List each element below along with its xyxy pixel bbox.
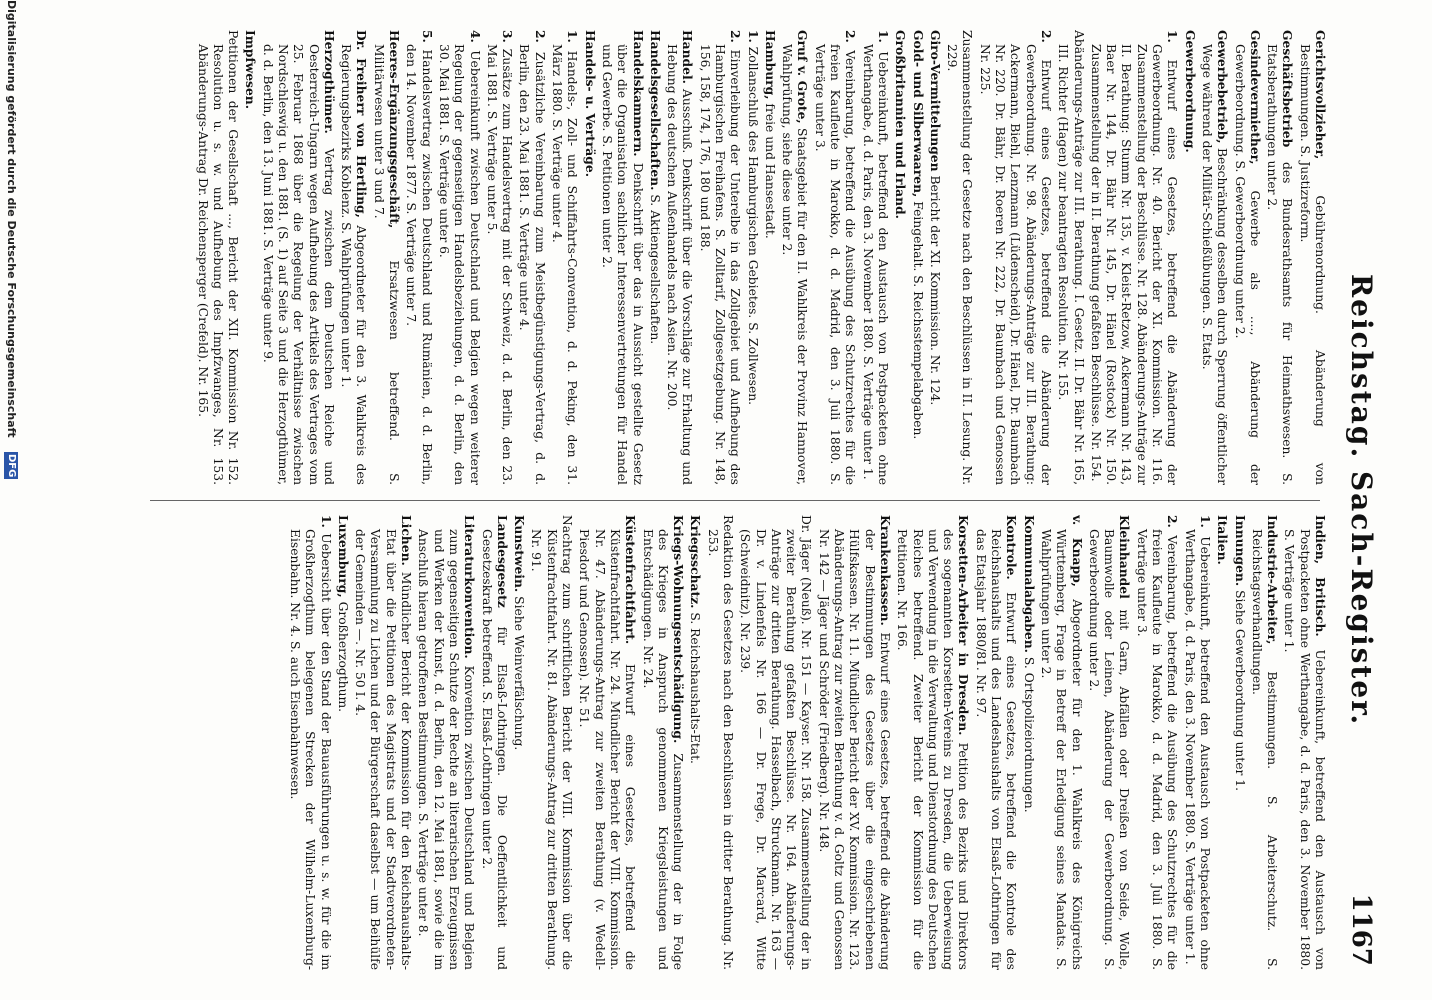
register-entry bbox=[1181, 30, 1197, 485]
register-entry bbox=[549, 30, 581, 485]
entry-text: Petitionen der Gesellschaft ..., Bericht der XII. Kommission Nr. 152. Resolution u. s. w. und Aufhebung des Impfzwanges, Nr. 153. Abänderungs-Antrag Dr. Reichensperger (Crefeld). Nr. 165. bbox=[195, 30, 241, 485]
register-entry bbox=[259, 30, 336, 485]
page-number: 1167 bbox=[1346, 893, 1376, 966]
entry-text: S. Reichshaushalts-Etat. bbox=[688, 612, 703, 764]
entry-text: freie und Hansestadt. bbox=[762, 103, 777, 239]
register-entry bbox=[1088, 30, 1181, 485]
entry-heading: Hamburg, bbox=[762, 30, 778, 100]
register-entry bbox=[1296, 30, 1328, 485]
register-entry bbox=[1231, 515, 1247, 970]
entry-text: Zusätze zum Handelsvertrag mit der Schweiz, d. d. Berlin, den 23. Mai 1881. S. Verträge unter 5. bbox=[484, 44, 515, 485]
entry-text: Bericht der XI. Kommission. Nr. 124. bbox=[927, 175, 942, 406]
entry-text: Vertrag zwischen dem Deutschen Reiche und Oesterreich-Ungarn wegen Aufhebung des Artikels des Vertrages vom 25. Februar 1868 über die Regelung der Verhältnisse zwischen Nordschleswig u. den 1881. (S. 1) auf Seite 3 und die Herzogthümer, d. d. Berlin, den 13. Juni 1881. S. Verträge unter 9. bbox=[260, 44, 336, 485]
entry-heading: Giro-Vermittelungen bbox=[927, 30, 943, 172]
register-entry bbox=[484, 30, 516, 485]
register-entry bbox=[696, 30, 743, 485]
entry-text: Abgeordneter für den 1. Wahlkreis des Königreichs Württemberg, Frage in Betreff der Erledigung seines Mandats. S. Wahlprüfungen unter 2. bbox=[1038, 529, 1084, 970]
register-entry bbox=[335, 515, 351, 970]
entry-text: Entwurf eines Gesetzes, betreffend die Kontrole des Reichshaushalts und des Landeshaushalts von Elsaß-Lothringen für das Etatsjahr 1880/81. Nr. 97. bbox=[973, 529, 1019, 970]
entry-text: Uebereinkunft, betreffend den Austausch von Postpacketen ohne Werthangabe, d. d. Paris, den 3. November 1880. S. Verträge unter 1. bbox=[1182, 529, 1212, 970]
entry-text: Uebereinkunft zwischen Deutschland und Belgien wegen weiterer Regelung der gegenseitigen Handelsbeziehungen, d. d. Berlin, den 30. Mai 1881. S. Verträge unter 6. bbox=[436, 44, 482, 485]
entry-text: Zusammenstellung der in Folge des Krieges in Anspruch genommenen Kriegsleistungen und Entschädigungen. Nr. 24. bbox=[640, 529, 686, 970]
entry-text: des Bundesrathsamts für Heimathswesen. S. Etatsberathungen unter 2. bbox=[1265, 44, 1295, 485]
register-entry bbox=[287, 515, 334, 970]
register-entry bbox=[370, 30, 402, 485]
register-entry bbox=[1281, 515, 1328, 970]
entry-heading: 5. bbox=[419, 30, 435, 43]
entry-heading: 2. bbox=[1038, 30, 1054, 43]
register-entry bbox=[403, 30, 435, 485]
register-entry bbox=[1133, 515, 1180, 970]
entry-text: Einverleibung der Unterelbe in das Zollgebiet und Aufhebung des Hamburgischen Freihafens. S. Zolltarif, Zollgesetzgebung. Nr. 148, 156, 158, 174, 176, 180 und 188. bbox=[697, 44, 743, 485]
entry-heading: 2. bbox=[532, 30, 548, 43]
entry-text: Entwurf eines Gesetzes, betreffend die Abänderung der Gewerbeordnung. Nr. 98. Abänderungs-Anträge zur III. Berathung: Ackermann, Biehl, Lenzmann (Lüdenscheid), Dr. Hänel, Dr. Baumbach Nr. 220. Dr. Bähr, Dr. Roeren Nr. 222, Dr. Baumbach und Genossen Nr. 225. bbox=[977, 44, 1053, 485]
entry-heading: Literaturkonvention. bbox=[462, 515, 478, 659]
entry-heading: Industrie-Arbeiter, bbox=[1265, 515, 1281, 645]
register-entry bbox=[687, 515, 703, 970]
page-header bbox=[1342, 0, 1382, 1000]
entry-text: Großherzogthum. bbox=[335, 601, 350, 713]
register-entry bbox=[1231, 30, 1263, 485]
entry-text: Zusammenstellung der Gesetze nach den Beschlüssen in II. Lesung. Nr. 229. bbox=[945, 30, 975, 485]
entry-text: S. Aktiengesellschaften. bbox=[647, 194, 662, 345]
entry-text: Denkschrift über das in Aussicht gestellte Gesetz über die Organisation sachlicher Interessenvertretungen für Handel und Gewerbe. S. Petitionen unter 2. bbox=[599, 44, 645, 485]
register-entry bbox=[242, 30, 258, 485]
entry-heading: Gerichtsvollzieher, bbox=[1313, 30, 1328, 160]
register-entry bbox=[352, 515, 414, 970]
entry-text: Petition des Bezirks und Direktors des sogenannten Korsetten-Vereins zu Dresden, die Ueberweisung und Verwendung in die Verwaltung und Dienstordnung des Deutschen Reiches betreffend. Zweiter Bericht der Kommission für die Petitionen. Nr. 166. bbox=[895, 529, 971, 970]
entry-text: S. Ortspolizeiordnungen. bbox=[1021, 656, 1036, 813]
register-entry bbox=[1038, 515, 1085, 970]
entry-heading: Krankenkassen. bbox=[877, 515, 893, 626]
register-entry bbox=[737, 515, 814, 970]
register-entry bbox=[478, 515, 510, 970]
register-entry bbox=[744, 30, 760, 485]
register-entry bbox=[779, 30, 811, 485]
entry-text: Vereinbarung, betreffend die Ausübung des Schutzrechtes für die freien Kaufleute in Marokko, d. d. Madrid, den 3. Juli 1880. S. Verträge unter 3. bbox=[812, 44, 858, 485]
register-entry bbox=[664, 30, 696, 485]
register-entry bbox=[528, 515, 575, 970]
entry-heading: 2. bbox=[728, 30, 744, 43]
entry-text: Feingehalt. S. Reichsstempelabgaben. bbox=[910, 201, 925, 440]
register-entry bbox=[976, 30, 1053, 485]
entry-text: Redaktion des Gesetzes nach den Beschlüssen in dritter Berathung. Nr. 253. bbox=[705, 515, 736, 970]
entry-heading: 1. bbox=[875, 30, 891, 43]
entry-heading: Gewerbebetrieb, bbox=[1215, 30, 1231, 144]
entry-heading: 2. bbox=[843, 30, 859, 43]
entry-heading: Handels- u. Verträge. bbox=[582, 30, 598, 177]
register-entry bbox=[894, 515, 971, 970]
entry-text: Mündlicher Bericht der Kommission für den Reichshaushalts-Etat über die Petitionen des Magistrats und der Stadtverordneten-Versammlung zu Lichen und der Bürgerschaft daselbst — um Beihülfe der Gemeinden —. Nr. 50 I. 4. bbox=[353, 529, 414, 970]
register-entry bbox=[194, 30, 241, 485]
register-entry bbox=[972, 515, 1019, 970]
entry-text: Konvention zwischen Deutschland und Belgien zum gegenseitigen Schutze der Rechte an literarischen Erzeugnissen und Werken der Kunst, d. d. Berlin, den 12. Mai 1881, sowie die im Anschluß hieran getroffenen Bestimmungen. S. Verträge unter 8. bbox=[416, 529, 477, 970]
entry-heading: Kleinhandel bbox=[1117, 515, 1133, 599]
register-entry bbox=[639, 515, 686, 970]
entry-heading: v. Knapp, bbox=[1069, 515, 1085, 587]
entry-text: Siehe Gewerbeordnung unter 1. bbox=[1232, 590, 1247, 792]
right-column bbox=[138, 515, 1328, 970]
entry-text: Uebereinkunft, betreffend den Austausch von Postpacketen ohne Werthangabe, d. d. Paris, den 3. November 1880. S. Verträge unter 1. bbox=[860, 44, 890, 485]
entry-heading: Landesgesetz bbox=[494, 515, 510, 608]
entry-text: Entwurf eines Gesetzes, betreffend die Abänderung der Bestimmungen des Gesetzes über die eingeschriebenen Hülfskassen. Nr. 11. Mündlicher Bericht der XV. Kommission. Nr. 123. Abänderungs-Antrag zur zweiten Berathung v. d. Goltz und Genossen Nr. 142 — Jäger und Schröder (Friedberg). Nr. 148. bbox=[816, 529, 892, 970]
column-divider bbox=[150, 500, 1320, 501]
page-title: Reichstag. Sach-Register. bbox=[1345, 273, 1378, 727]
register-entry bbox=[511, 515, 527, 970]
entry-heading: Geschäftsbetrieb bbox=[1280, 30, 1296, 148]
register-entry bbox=[909, 30, 925, 485]
register-entry bbox=[415, 515, 477, 970]
entry-heading: Herzogthümer. bbox=[321, 30, 337, 134]
register-entry bbox=[944, 30, 976, 485]
page-footer bbox=[0, 0, 18, 1000]
entry-text: Handels-, Zoll- und Schiffahrts-Convention, d. d. Peking, den 31. März 1880. S. Verträge unter 4. bbox=[550, 44, 580, 485]
register-entry bbox=[338, 30, 370, 485]
register-entry bbox=[892, 30, 908, 485]
entry-heading: 1. bbox=[745, 30, 761, 43]
entry-heading: Kontrole. bbox=[1004, 515, 1020, 580]
entry-heading: 4. bbox=[467, 30, 483, 43]
register-entry bbox=[1020, 515, 1036, 970]
entry-text: Abänderungs-Anträge zur III. Berathung. I. Gesetz. II. Dr. Bähr Nr. 165, III. Richter (Hagen) zur beantragten Resolution. Nr. 155. bbox=[1056, 30, 1086, 485]
entry-heading: 1. bbox=[565, 30, 581, 43]
register-entry bbox=[647, 30, 663, 485]
entry-heading: Lichen. bbox=[399, 515, 415, 566]
entry-text: Handelsvertrag zwischen Deutschland und Rumänien, d. d. Berlin, den 14. November 1877. S. Verträge unter 7. bbox=[404, 44, 434, 485]
entry-heading: Kommunalabgaben. bbox=[1021, 515, 1037, 653]
register-entry bbox=[816, 515, 893, 970]
digitization-credit: Digitalisierung gefördert durch die Deutsche Forschungsgemeinschaft bbox=[5, 0, 18, 438]
dfg-logo: DFG bbox=[6, 454, 17, 478]
entry-text: Gebührenordnung. Abänderung von Bestimmungen. S. Justizreform. bbox=[1297, 44, 1327, 485]
entry-text: Entwurf eines Gesetzes, betreffend die Abänderung der Gewerbeordnung. Nr. 40. Bericht der XI. Kommission. Nr. 116. Zusammenstellung der Beschlüsse. Nr. 128. Abänderungs-Anträge zur II. Berathung: Stumm Nr. 135, v. Kleist-Retzow, Ackermann Nr. 143, Baer Nr. 144, Dr. Bähr Nr. 145, Dr. Hänel (Rostock) Nr. 150. Zusammenstellung der in II. Berathung gefaßten Beschlüsse. Nr. 154. bbox=[1088, 44, 1180, 485]
entry-text: Ausschuß. Denkschrift über die Vorschläge zur Erhaltung und Hebung des deutschen Außenhandels nach Asien. Nr. 200. bbox=[665, 44, 695, 485]
entry-heading: 1. bbox=[1165, 30, 1181, 43]
register-entry bbox=[1249, 515, 1281, 970]
entry-heading: Innungen. bbox=[1232, 515, 1248, 587]
register-entry bbox=[859, 30, 891, 485]
entry-text: Dr. Jäger (Neuß). Nr. 151 — Kayser. Nr. 158. Zusammenstellung der in zweiter Berathung gefaßten Beschlüsse. Nr. 164. Abänderungs-Anträge zur dritten Berathung. Hasselbach, Struckmann. Nr. 163 — Dr. v. Lindenfels Nr. 166 — Dr. Frege, Dr. Marcard, Witte (Schweidnitz). Nr. 239. bbox=[738, 515, 814, 970]
register-entry bbox=[599, 30, 646, 485]
register-entry bbox=[576, 515, 638, 970]
entry-heading: Kriegsschatz. bbox=[688, 515, 704, 609]
register-entry bbox=[927, 30, 943, 485]
register-entry bbox=[812, 30, 859, 485]
entry-heading: Handel. bbox=[680, 30, 696, 84]
entry-heading: Gold- und Silberwaaren, bbox=[910, 30, 926, 198]
entry-heading: Handelskammern. bbox=[630, 30, 646, 157]
entry-heading: Luxemburg, bbox=[335, 515, 351, 598]
entry-heading: Indien, Britisch. bbox=[1313, 515, 1328, 637]
entry-text: Siehe Weinverfälschung. bbox=[512, 596, 527, 751]
entry-heading: 2. bbox=[1165, 515, 1181, 528]
entry-text: Gewerbe als ...., Abänderung der Gewerbeordnung. S. Gewerbeordnung unter 2. bbox=[1232, 44, 1262, 485]
entry-text: Nachtrag zum schriftlichen Bericht der VIII. Kommission über die Küstenfrachtfahrt. Nr. 81. Abänderungs-Antrag zur dritten Berathung. Nr. 91. bbox=[529, 515, 575, 970]
entry-text: Uebereinkunft, betreffend den Austausch von Postpacketen ohne Werthangabe, d. d. Paris, den 3. November 1880. S. Verträge unter 1. bbox=[1282, 529, 1327, 970]
entry-heading: Großbritannien und Irland. bbox=[893, 30, 909, 219]
entry-text: mit Garn, Abfällen oder Dreißen von Seide, Wolle, Baumwolle oder Leinen, Abänderung der Gewerbeordnung. S. Gewerbeordnung unter 2. bbox=[1086, 529, 1132, 970]
register-entry bbox=[1055, 30, 1087, 485]
entry-heading: Italien. bbox=[1215, 515, 1231, 565]
entry-heading: Heeres-Ergänzungsgeschäft, bbox=[387, 30, 403, 229]
entry-text: Zusätzliche Vereinbarung zum Meistbegünstigungs-Vertrag, d. d. Berlin, den 23. Mai 1881. S. Verträge unter 4. bbox=[517, 44, 547, 485]
register-entry bbox=[1214, 515, 1230, 970]
left-column bbox=[138, 30, 1328, 485]
register-entry bbox=[1199, 30, 1231, 485]
entry-heading: Impfwesen. bbox=[243, 30, 259, 110]
entry-heading: Kunstwein. bbox=[512, 515, 528, 593]
entry-heading: Gewerbeordnung. bbox=[1182, 30, 1198, 153]
entry-text: für Elsaß-Lothringen. Die Oeffentlichkeit und Gesetzeskraft betreffend. S. Elsaß-Lothringen unter 2. bbox=[479, 529, 509, 970]
entry-text: Staatsgebiet für den II. Wahlkreis der Provinz Hannover, Wahlprüfung, siehe diese unter 2. bbox=[780, 44, 810, 485]
entry-heading: 1. bbox=[318, 515, 334, 528]
entry-text: Entwurf eines Gesetzes, betreffend die Küstenfrachtfahrt. Nr. 24. Mündlicher Bericht der VIII. Kommission. Nr. 47. Abänderungs-Antrag zur zweiten Berathung (v. Wedell-Piesdorf und Genossen). Nr. 51. bbox=[577, 529, 638, 970]
entry-text: Ersatzwesen betreffend. S. Militärwesen unter 3 und 7. bbox=[371, 44, 402, 485]
register-entry bbox=[436, 30, 483, 485]
entry-heading: Küstenfrachtfahrt. bbox=[623, 515, 639, 645]
entry-heading: Korsetten-Arbeiter in Dresden. bbox=[956, 515, 972, 736]
entry-heading: Handelsgesellschaften. bbox=[647, 30, 663, 191]
entry-heading: Gesindevermiether, bbox=[1247, 30, 1263, 165]
entry-heading: Gruf v. Grote, bbox=[795, 30, 811, 124]
entry-heading: Dr. Freiherr von Hertling, bbox=[354, 30, 370, 218]
register-entry bbox=[704, 515, 736, 970]
entry-heading: Kriegs-Wohnungsentschädigung. bbox=[671, 515, 687, 744]
entry-heading: 3. bbox=[500, 30, 516, 43]
register-entry bbox=[762, 30, 778, 485]
entry-text: Beschränkung desselben durch Sperrung öffentlicher Wege während der Militär-Schießübungen. S. Etats. bbox=[1199, 44, 1230, 485]
entry-text: Bestimmungen. S. Arbeiterschutz. S. Reichstagsverhandlungen. bbox=[1249, 529, 1280, 970]
entry-text: Abgeordneter für den 3. Wahlkreis des Regierungsbezirks Koblenz. S. Wahlprüfungen unter 1. bbox=[339, 44, 369, 485]
entry-text: Vereinbarung, betreffend die Ausübung des Schutzrechtes für die freien Kaufleute in Marokko, d. d. Madrid, den 3. Juli 1880. S. Verträge unter 3. bbox=[1134, 529, 1180, 970]
entry-text: Zollanschluß des Hamburgischen Gebietes. S. Zollwesen. bbox=[745, 46, 760, 406]
register-entry bbox=[516, 30, 548, 485]
register-entry bbox=[1264, 30, 1296, 485]
register-entry bbox=[1086, 515, 1133, 970]
register-entry bbox=[581, 30, 597, 485]
entry-text: Uebersicht über den Stand der Bauausführungen u. s. w. für die im Großherzogthum belegenen Strecken der Wilhelm-Luxemburg-Eisenbahn. Nr. 4. S. auch Eisenbahnwesen. bbox=[288, 529, 333, 970]
entry-heading: 1. bbox=[1197, 515, 1213, 528]
register-entry bbox=[1181, 515, 1213, 970]
